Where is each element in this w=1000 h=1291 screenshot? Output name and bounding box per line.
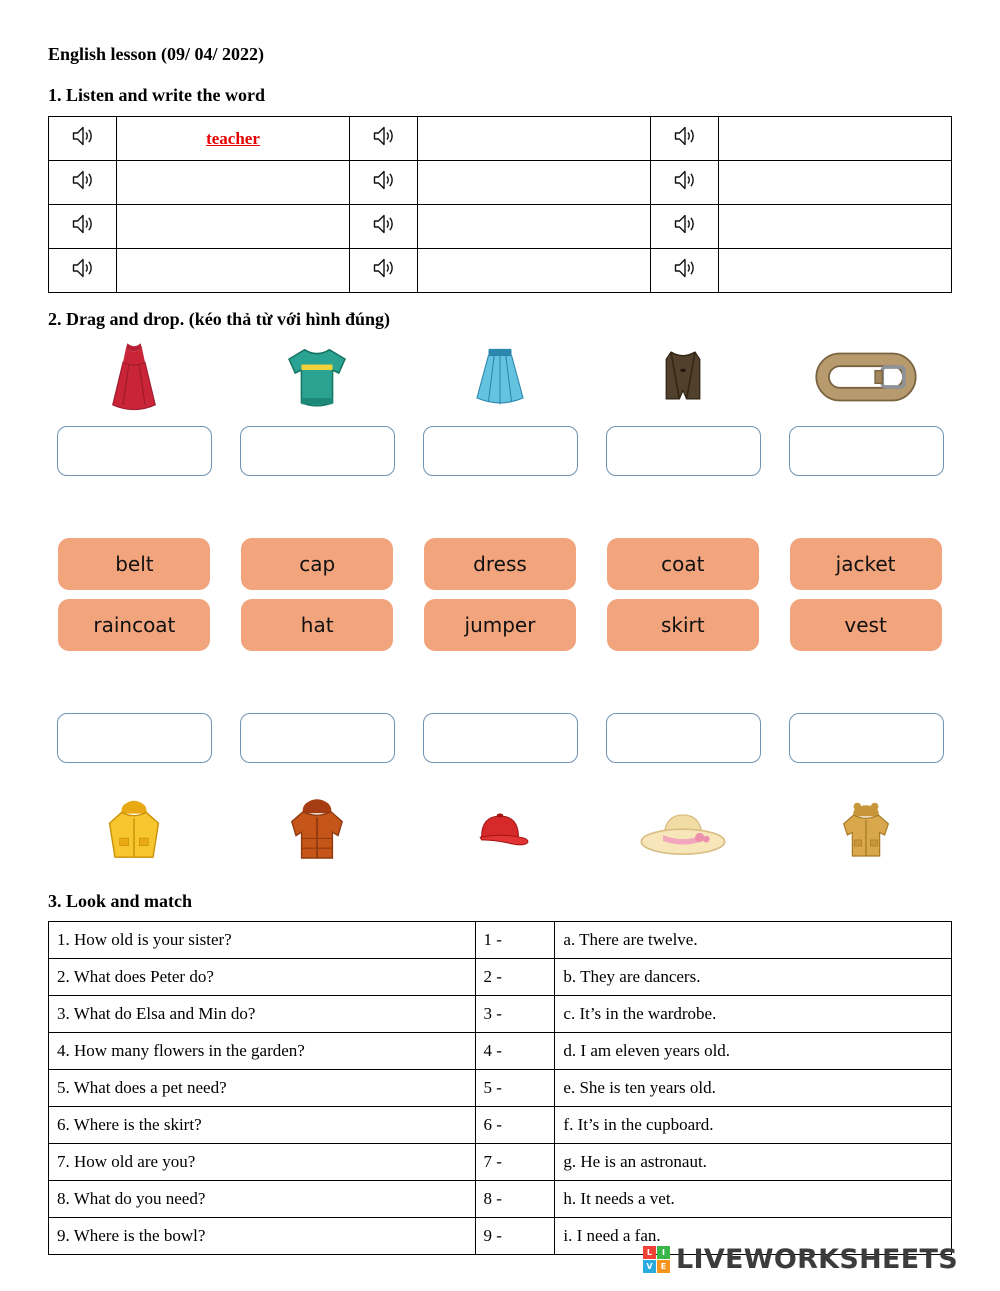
- liveworksheets-footer[interactable]: [643, 1244, 958, 1275]
- answer-input-cell[interactable]: [117, 249, 350, 293]
- answer-slot-cell[interactable]: 3 -: [475, 996, 555, 1033]
- audio-cell: [651, 205, 719, 249]
- audio-cell: [49, 205, 117, 249]
- jumper-image: [278, 342, 356, 412]
- answer-input-cell[interactable]: [719, 249, 952, 293]
- audio-cell: [350, 161, 418, 205]
- answer-input-cell[interactable]: [117, 161, 350, 205]
- audio-cell: [651, 161, 719, 205]
- cap-image: [467, 806, 533, 854]
- jacket-image: [835, 792, 897, 868]
- logo-letter: E: [657, 1260, 670, 1273]
- speaker-icon[interactable]: [372, 257, 396, 279]
- table-row: [49, 1144, 952, 1181]
- section3-heading: 3. Look and match: [48, 891, 193, 911]
- answer-input-cell[interactable]: [117, 117, 350, 161]
- option-cell: e. She is ten years old.: [555, 1070, 952, 1107]
- answer-input-cell[interactable]: [418, 205, 651, 249]
- section1-heading: 1. Listen and write the word: [48, 85, 265, 105]
- listen-and-write-table: [48, 116, 952, 293]
- belt-image: [814, 349, 918, 405]
- answer-input-cell[interactable]: [418, 249, 651, 293]
- answer-slot-cell[interactable]: 9 -: [475, 1218, 555, 1255]
- option-cell: c. It’s in the wardrobe.: [555, 996, 952, 1033]
- audio-cell: [49, 249, 117, 293]
- table-row: [49, 996, 952, 1033]
- drop-target[interactable]: [789, 713, 944, 763]
- word-tile[interactable]: cap: [241, 538, 393, 590]
- question-cell: 7. How old are you?: [49, 1144, 476, 1181]
- audio-cell: [350, 117, 418, 161]
- sample-answer: teacher: [206, 128, 260, 148]
- question-cell: 9. Where is the bowl?: [49, 1218, 476, 1255]
- logo-letter: V: [643, 1260, 656, 1273]
- answer-input-cell[interactable]: [719, 205, 952, 249]
- drop-target[interactable]: [423, 426, 578, 476]
- dress-image: [101, 338, 167, 416]
- drop-target[interactable]: [57, 713, 212, 763]
- speaker-icon[interactable]: [372, 213, 396, 235]
- word-tile[interactable]: belt: [58, 538, 210, 590]
- speaker-icon[interactable]: [673, 169, 697, 191]
- option-cell: d. I am eleven years old.: [555, 1033, 952, 1070]
- word-tile[interactable]: raincoat: [58, 599, 210, 651]
- answer-slot-cell[interactable]: 6 -: [475, 1107, 555, 1144]
- drop-target[interactable]: [789, 426, 944, 476]
- speaker-icon[interactable]: [71, 169, 95, 191]
- word-tile[interactable]: coat: [607, 538, 759, 590]
- table-row: [49, 117, 952, 161]
- table-row: [49, 1107, 952, 1144]
- liveworksheets-brand: LIVEWORKSHEETS: [675, 1244, 958, 1275]
- word-tile[interactable]: dress: [424, 538, 576, 590]
- raincoat-image: [100, 790, 168, 870]
- audio-cell: [49, 117, 117, 161]
- option-cell: g. He is an astronaut.: [555, 1144, 952, 1181]
- option-cell: i. I need a fan.: [555, 1218, 952, 1255]
- word-tiles-row-1: [57, 538, 943, 590]
- speaker-icon[interactable]: [372, 125, 396, 147]
- bottom-images-row: [57, 787, 943, 873]
- skirt-image: [464, 344, 536, 410]
- answer-input-cell[interactable]: [418, 117, 651, 161]
- table-row: [49, 249, 952, 293]
- logo-letter: L: [643, 1246, 656, 1259]
- audio-cell: [49, 161, 117, 205]
- speaker-icon[interactable]: [71, 257, 95, 279]
- table-row: [49, 1033, 952, 1070]
- table-row: [49, 1070, 952, 1107]
- drop-target[interactable]: [240, 713, 395, 763]
- audio-cell: [350, 249, 418, 293]
- word-tile[interactable]: vest: [790, 599, 942, 651]
- table-row: [49, 959, 952, 996]
- drop-row-bottom: [57, 713, 943, 763]
- speaker-icon[interactable]: [673, 125, 697, 147]
- speaker-icon[interactable]: [673, 213, 697, 235]
- question-cell: 2. What does Peter do?: [49, 959, 476, 996]
- table-row: [49, 161, 952, 205]
- question-cell: 8. What do you need?: [49, 1181, 476, 1218]
- drop-target[interactable]: [240, 426, 395, 476]
- question-cell: 1. How old is your sister?: [49, 922, 476, 959]
- drop-target[interactable]: [423, 713, 578, 763]
- page-title: English lesson (09/ 04/ 2022): [48, 44, 265, 64]
- speaker-icon[interactable]: [71, 125, 95, 147]
- top-images-row: [57, 334, 943, 420]
- answer-input-cell[interactable]: [117, 205, 350, 249]
- look-and-match-table: [48, 921, 952, 1255]
- answer-slot-cell[interactable]: 1 -: [475, 922, 555, 959]
- option-cell: f. It’s in the cupboard.: [555, 1107, 952, 1144]
- audio-cell: [350, 205, 418, 249]
- hat-image: [637, 800, 729, 860]
- answer-slot-cell[interactable]: 5 -: [475, 1070, 555, 1107]
- word-tile[interactable]: jumper: [424, 599, 576, 651]
- answer-slot-cell[interactable]: 4 -: [475, 1033, 555, 1070]
- answer-input-cell[interactable]: [719, 161, 952, 205]
- option-cell: a. There are twelve.: [555, 922, 952, 959]
- question-cell: 6. Where is the skirt?: [49, 1107, 476, 1144]
- speaker-icon[interactable]: [71, 213, 95, 235]
- table-row: [49, 1181, 952, 1218]
- liveworksheets-logo-icon: [643, 1246, 670, 1273]
- word-tiles-row-2: [57, 599, 943, 651]
- word-tile[interactable]: skirt: [607, 599, 759, 651]
- coat-image: [282, 790, 352, 870]
- question-cell: 5. What does a pet need?: [49, 1070, 476, 1107]
- word-tile[interactable]: jacket: [790, 538, 942, 590]
- drop-target[interactable]: [57, 426, 212, 476]
- option-cell: h. It needs a vet.: [555, 1181, 952, 1218]
- answer-slot-cell[interactable]: 8 -: [475, 1181, 555, 1218]
- drop-target[interactable]: [606, 713, 761, 763]
- audio-cell: [651, 249, 719, 293]
- vest-image: [653, 345, 713, 409]
- option-cell: b. They are dancers.: [555, 959, 952, 996]
- logo-letter: I: [657, 1246, 670, 1259]
- table-row: [49, 922, 952, 959]
- answer-slot-cell[interactable]: 2 -: [475, 959, 555, 996]
- answer-input-cell[interactable]: [719, 117, 952, 161]
- drop-row-top: [57, 426, 943, 476]
- table-row: [49, 205, 952, 249]
- speaker-icon[interactable]: [372, 169, 396, 191]
- answer-slot-cell[interactable]: 7 -: [475, 1144, 555, 1181]
- section2-heading: 2. Drag and drop. (kéo thả từ với hình đúng): [48, 309, 391, 329]
- speaker-icon[interactable]: [673, 257, 697, 279]
- answer-input-cell[interactable]: [418, 161, 651, 205]
- word-tile[interactable]: hat: [241, 599, 393, 651]
- question-cell: 3. What do Elsa and Min do?: [49, 996, 476, 1033]
- audio-cell: [651, 117, 719, 161]
- drop-target[interactable]: [606, 426, 761, 476]
- question-cell: 4. How many flowers in the garden?: [49, 1033, 476, 1070]
